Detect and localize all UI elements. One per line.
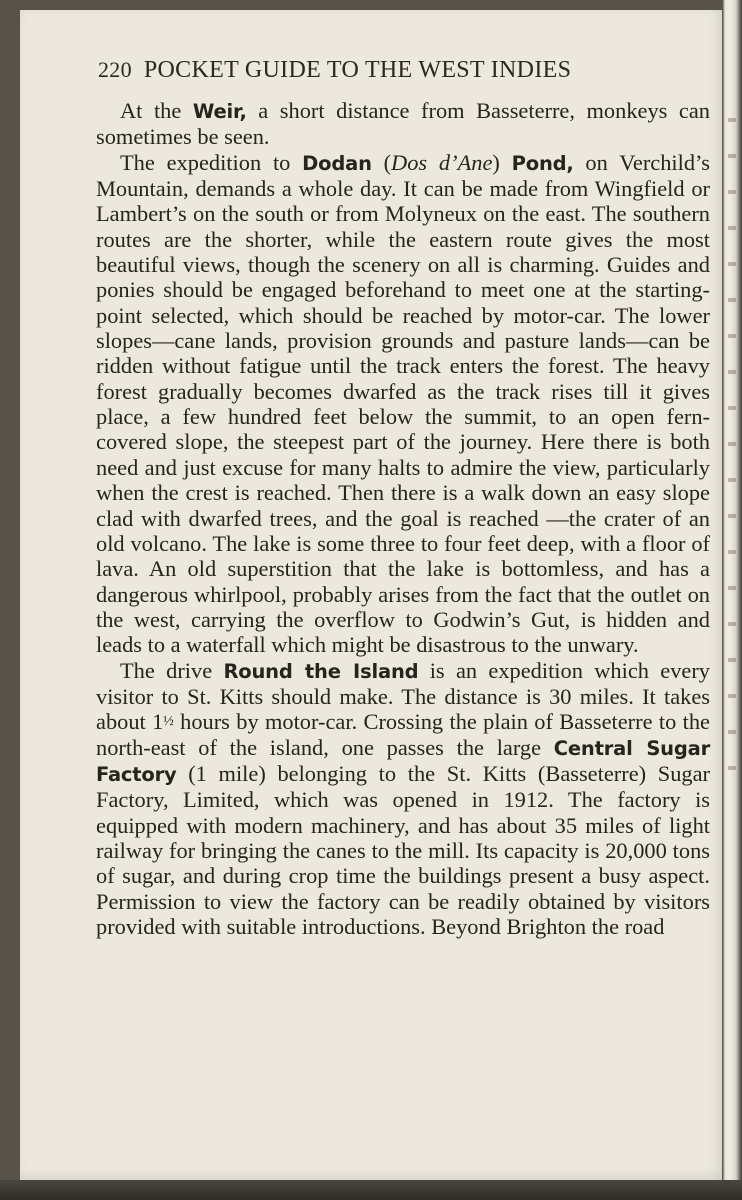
paragraph-weir bbox=[96, 98, 710, 150]
bold-term: Weir, bbox=[192, 100, 247, 123]
text-run: The drive bbox=[120, 657, 224, 683]
page-number: 220 bbox=[98, 57, 132, 82]
text-run: hours by motor-car. Crossing the plain of Basseterre to the north-east of the island, one passes the large bbox=[96, 709, 710, 760]
text-run: is an expedition which every visitor to St. Kitts should make. The distance is 30 miles. It takes about 1 bbox=[96, 657, 710, 735]
bold-term: Round the Island bbox=[223, 659, 419, 683]
text-run: ( bbox=[371, 149, 392, 175]
text-run: At the bbox=[120, 98, 193, 123]
paragraph-dodan-pond bbox=[96, 150, 710, 658]
running-title: POCKET GUIDE TO THE WEST INDIES bbox=[143, 57, 572, 83]
bold-term: Dodan bbox=[302, 151, 372, 175]
text-run: (1 mile) belonging to the St. Kitts (Basseterre) Sugar Factory, Limited, which was opened in 1912. The factory is equipped with modern machinery, and has about 35 miles of light railway for bringing the canes to the mill. Its capacity is 20,000 tons of sugar, and during crop time the buildings present a busy aspect. Permission to view the factory can be readily obtained by visitors provided with suitable introductions. Beyond Brighton the road bbox=[96, 760, 710, 939]
paragraph-round-the-island bbox=[96, 658, 710, 940]
text-run: The expedition to bbox=[120, 149, 303, 175]
text-run: ) bbox=[492, 149, 512, 175]
text-run: a short distance from Basseterre, monkeys can sometimes be seen. bbox=[96, 98, 710, 150]
bold-term: Pond, bbox=[511, 151, 574, 175]
italic-term: Dos d’Ane bbox=[391, 149, 493, 175]
bold-term: Central Sugar Factory bbox=[96, 736, 710, 786]
text-run: on Verchild’s Mountain, demands a whole day. It can be made from Wingfield or Lambert’s on the south or from Molyneux on the east. The southern routes are the shorter, while the eastern route gives the most beautiful views, though the scenery on all is charming. Guides and ponies should be engaged beforehand to meet one at the starting-point selected, which should be reached by motor-car. The lower slopes—cane lands, provision grounds and pasture lands—can be ridden without fatigue until the track enters the forest. The heavy forest gradually becomes dwarfed as the track rises till it gives place, a few hundred feet below the summit, to an open fern-covered slope, the steepest part of the journey. Here there is both need and just excuse for many halts to admire the view, particularly when the crest is reached. Then there is a walk down an easy slope clad with dwarfed trees, and the goal is reached —the crater of an old volcano. The lake is some three to four feet deep, with a floor of lava. An old superstition that the lake is bottomless, and has a dangerous whirlpool, probably arises from the fact that the outlet on the west, carrying the overflow to Godwin’s Gut, is hidden and leads to a waterfall which might be disastrous to the unwary. bbox=[96, 149, 710, 658]
fraction: ½ bbox=[163, 714, 174, 730]
page-edge-marks bbox=[728, 100, 736, 800]
bottom-shadow bbox=[0, 1180, 742, 1200]
body-text bbox=[96, 98, 710, 939]
running-header bbox=[98, 57, 710, 87]
